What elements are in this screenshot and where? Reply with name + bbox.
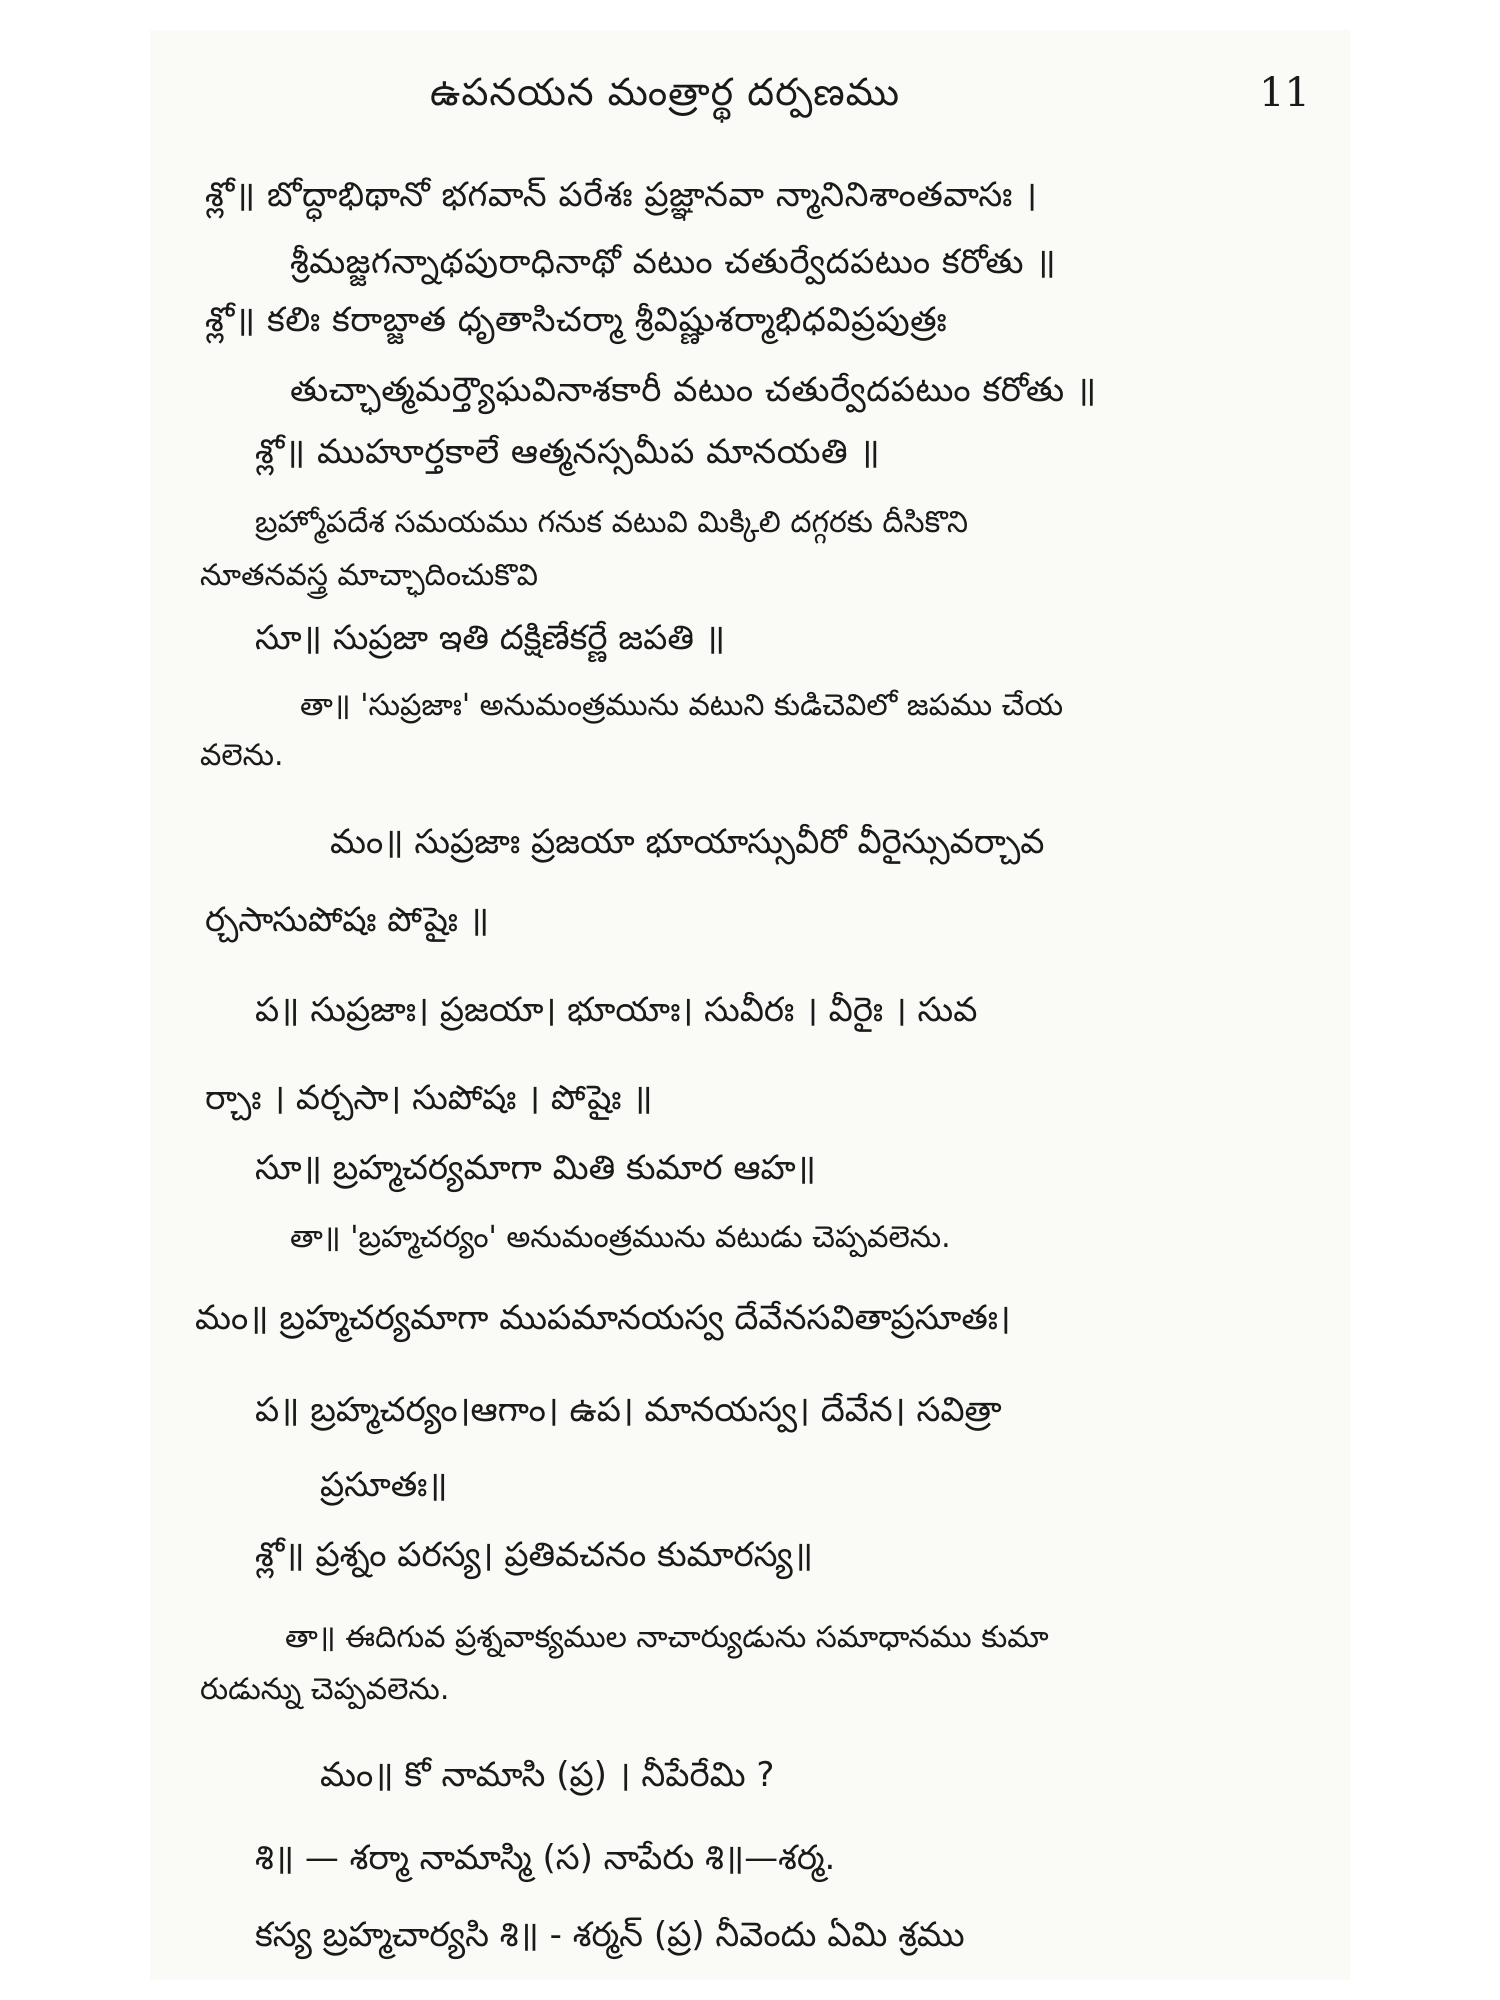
text-line: తా॥ ఈదిగువ ప్రశ్నవాక్యముల నాచార్యుడును సమాధానము కుమా bbox=[285, 1620, 1049, 1655]
text-line: శ్లో॥ కలిః కరాబ్జాత ధృతాసిచర్మా శ్రీవిష్ణుశర్మాభిధవిప్రపుత్రః bbox=[205, 300, 948, 340]
text-line: తా॥ 'సుప్రజాః' అనుమంత్రమును వటుని కుడిచెవిలో జపము చేయ bbox=[300, 688, 1064, 723]
text-line: శ్రీమజ్జగన్నాథపురాధినాథో వటుం చతుర్వేదపటుం కరోతు ॥ bbox=[290, 242, 1057, 282]
text-line: నూతనవస్త్ర మాచ్ఛాదించుకొవి bbox=[200, 558, 538, 593]
text-line: శ్లో॥ ముహూర్తకాలే ఆత్మనస్సమీప మానయతి ॥ bbox=[255, 432, 881, 472]
text-line: మం॥ బ్రహ్మచర్యమాగా ముపమానయస్వ దేవేనసవితాప్రసూతః। bbox=[195, 1298, 1011, 1338]
text-line: ప॥ బ్రహ్మచర్యం।ఆగాం। ఉప। మానయస్వ। దేవేన। సవిత్రా bbox=[255, 1390, 1002, 1430]
text-line: ర్చాః । వర్చసా। సుపోషః । పోషైః ॥ bbox=[205, 1078, 653, 1118]
running-title: ఉపనయన మంత్రార్థ దర్పణము bbox=[430, 70, 901, 114]
text-line: బ్రహ్మోపదేశ సమయము గనుక వటువి మిక్కిలి దగ్గరకు దీసికొని bbox=[255, 505, 969, 540]
text-line: ర్చసాసుపోషః పోషైః ॥ bbox=[205, 900, 490, 940]
text-line: కస్య బ్రహ్మచార్యసి శి॥ - శర్మన్ (ప్ర) నీవెందు ఏమి శ్రము bbox=[255, 1915, 965, 1955]
page-header bbox=[310, 70, 1310, 140]
page-number: 11 bbox=[1259, 70, 1310, 116]
text-line: వలెను. bbox=[200, 738, 284, 773]
text-line: శ్లో॥ ప్రశ్నం పరస్య। ప్రతివచనం కుమారస్య॥ bbox=[255, 1535, 814, 1575]
text-line: తుచ్ఛాత్మమర్త్యౌఘవినాశకారీ వటుం చతుర్వేదపటుం కరోతు ॥ bbox=[290, 370, 1097, 410]
text-line: శి॥ — శర్మా నామాస్మి (స) నాపేరు శి॥—శర్మ. bbox=[255, 1838, 836, 1878]
text-line: తా॥ 'బ్రహ్మచర్యం' అనుమంత్రమును వటుడు చెప్పవలెను. bbox=[290, 1220, 951, 1255]
text-line: మం॥ కో నామాసి (ప్ర) । నీపేరేమి ? bbox=[320, 1755, 775, 1795]
text-line: మం॥ సుప్రజాః ప్రజయా భూయాస్సువీరో వీరైస్సువర్చావ bbox=[330, 822, 1045, 862]
text-line: ప॥ సుప్రజాః। ప్రజయా। భూయాః। సువీరః । వీరైః । సువ bbox=[255, 990, 978, 1030]
text-line: ప్రసూతః॥ bbox=[320, 1465, 448, 1505]
text-line: శ్లో॥ బోద్ధాభిథానో భగవాన్ పరేశః ప్రజ్ఞానవా న్మానినిశాంతవాసః । bbox=[205, 175, 1038, 215]
text-line: సూ॥ సుప్రజా ఇతి దక్షిణేకర్ణే జపతి ॥ bbox=[255, 618, 726, 658]
text-line: రుడున్ను చెప్పవలెను. bbox=[200, 1672, 450, 1707]
text-line: సూ॥ బ్రహ్మచర్యమాగా మితి కుమార ఆహ॥ bbox=[255, 1148, 816, 1188]
